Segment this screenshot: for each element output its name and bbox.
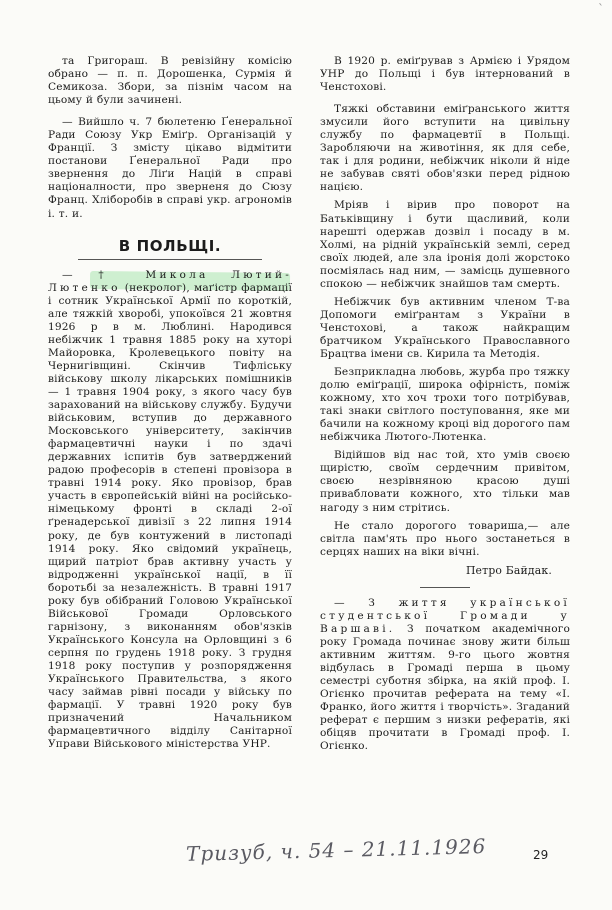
paragraph-memory: Не стало дорогого товариша,— але світла пам'ять про нього зостанеться в серцях наших на віки вічні. (320, 519, 570, 558)
obituary-lead: — † Микола Лютий-Лютенко (48, 268, 292, 294)
page-number: 29 (533, 848, 549, 862)
paragraph-departed: Відійшов від нас той, хто умів своєю щирістю, своїм сердечним привітом, своєю незрівняною красою душі привабловати кожного, хто тільки мав нагоду з ним стрітись. (320, 449, 570, 514)
obituary-text: (некролог), маґістр фармації і сотник Української Армії по короткій, але тяжкій хворобі, упокоївся 21 жовтня 1926 р в м. Люблині. Народився небіжчик 1 травня 1885 року на хуторі Майоровка, Кролевецького повіту на Чернигівщині. Скінчив Тифліську військову школу лікарських помішників — 1 травня 1904 року, з якого часу був зарахований на військову службу. Будучи військовим, вступив до державного Московського університету, закінчив фармацевтичні науки і по здачі державних іспитів був затверджений радою професорів в степені провізора в травні 1914 року. Яко провізор, брав участь в європейській війні на російсько-німецькому фронті в складі 2-ої ґренадерської дивізії з 22 липня 1914 року, де був контужений в листопаді 1914 року. Яко свідомий українець, щирий патріот брав активну участь у відродженні української нації, в її боротьбі за незалежність. В травні 1917 року був обібраний Головою Української Військової Громади Орловського гарнізону, з виконанням обов'язків Українського Консула на Орловщині з 6 серпня по грудень 1918 року. З грудня 1918 року поступив у розпорядження Українського Правительства, з якого часу займав рівні посади у війську по фармації. У травні 1920 року був призначений Начальником фармацевтичного відділу Санітарної Управи Військового міністерства УНР. (48, 281, 292, 751)
paragraph-warsaw-community (320, 597, 570, 754)
paragraph-obituary (48, 269, 292, 752)
warsaw-lead: — З життя української студентської Громади у Варшаві. (320, 596, 570, 635)
paragraph-homeland: Мріяв і вірив про поворот на Батьківщину і бути щасливий, коли нарешті одержав дозвіл і посаду в м. Холмі, на рідній українській землі, серед своїх людей, але зла іронія долі жорстоко посміялась над ним, — замісць душевного спокою — небіжчик знайшов там смерть. (320, 199, 570, 290)
paragraph-meeting-end: та Григораш. В ревізійну комісію обрано — п. п. Дорошенка, Сурмія й Семикоза. Збори, за пізнім часом на цьому й були зачинені. (48, 55, 292, 107)
paragraph-emigration: В 1920 р. еміґрував з Армією і Урядом УНР до Польщі і був інтернований в Ченстохові. (320, 55, 570, 94)
paragraph-membership: Небіжчик був активним членом Т-ва Допомоги еміґрантам з України в Ченстохові, а також найкращим братчиком Українського Православного Брацтва імени св. Кирила та Методія. (320, 295, 570, 360)
handwritten-source-note: Тризуб, ч. 54 – 21.11.1926 (185, 834, 487, 866)
left-column (48, 55, 292, 751)
warsaw-text: З початком академічного року Громада починає знову жити більш активним життям. 9-го цього жовтня відбулась в Громаді перша в цьому семестрі суботня збірка, на якій проф. І. Огієнко прочитав реферата на тему «І. Франко, його життя і творчість». Згаданий реферат є першим з низки рефератів, які обіцяв прочитати в Громаді проф. І. Огієнко. (320, 622, 570, 753)
paragraph-bulletin: — Вийшло ч. 7 бюлетеню Ґенеральної Ради Союзу Укр Еміґр. Організацій у Франції. З змісту цікаво відмітити постанови Ґенеральної Ради про звернення до Ліґи Націй в справі націоналности, про зверненя до Сюзу Франц. Хліборобів в справі укр. агрономів і. т. и. (48, 116, 292, 220)
right-column (320, 55, 570, 753)
author-signature: Петро Байдак. (465, 563, 552, 577)
paragraph-love: Безприкладна любовь, журба про тяжку долю еміґрації, широка офірність, поміж кожному, хто хоч трохи того потрібував, такі знаки світлого поступовання, яке ми бачили на кожному кроці від дорогого пам небіжчика Лютого-Лютенка. (320, 366, 570, 444)
paragraph-hardship: Тяжкі обставини еміґранського життя змусили його вступити на цивільну службу по фармацевтії в Польщі. Заробляючи на животіння, як для себе, так і для родини, небіжчик ніколи й ніде не забував святі обов'язки перед рідною нацією. (320, 103, 570, 194)
section-heading: В ПОЛЬЩІ. (118, 236, 222, 255)
corner-mark: ` (598, 2, 604, 16)
